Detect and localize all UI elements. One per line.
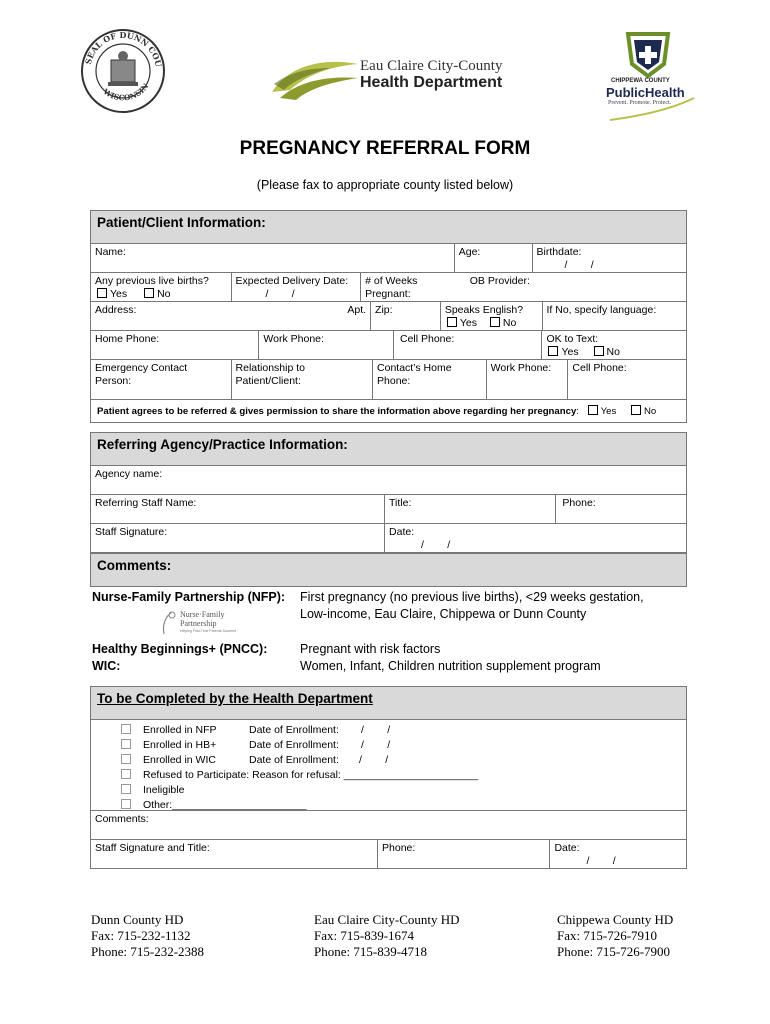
english-no-label: No [502,317,517,329]
refused-checkbox[interactable] [121,769,131,779]
footer-eau-claire-name: Eau Claire City-County HD [314,912,460,927]
patient-row-emergency [90,360,687,400]
emergency-label-1: Emergency Contact [95,362,188,374]
language-label: If No, specify language: [546,304,657,316]
nfp-text-1: First pregnancy (no previous live births), <29 weeks gestation, [300,590,644,604]
agency-row-signature [90,524,687,553]
ok-to-text-field [541,331,686,359]
enrolled-nfp-label: Enrolled in NFP [143,724,217,736]
work-phone-label: Work Phone: [263,333,324,345]
cell-phone-label: Cell Phone: [399,333,455,345]
nfp-logo-text-2: Partnership [180,619,217,628]
other-checkbox[interactable] [121,799,131,809]
staff-title-label: Title: [389,497,412,509]
svg-text:WISCONSIN: WISCONSIN [101,81,151,103]
speaks-english-label: Speaks English? [444,304,524,316]
enrolled-hb-row [121,738,478,753]
dunn-county-seal [80,28,166,114]
speaks-english-field [440,302,542,330]
enrolled-hb-checkbox[interactable] [121,739,131,749]
pregnant-label: Pregnant: [365,288,411,300]
text-no-checkbox[interactable] [594,346,604,356]
enrolled-wic-row [121,753,478,768]
hd-phone-label: Phone: [382,842,416,854]
enrolled-wic-label: Enrolled in WIC [143,754,216,766]
enrolled-hb-date-label: Date of Enrollment: [249,739,339,751]
agency-name-field[interactable] [91,466,686,494]
name-label: Name: [95,246,126,258]
chippewa-small-text: CHIPPEWA COUNTY [611,78,670,84]
contact-work-phone-field[interactable] [486,360,568,399]
home-phone-label: Home Phone: [95,333,160,345]
footer-chippewa-phone: Phone: 715-726-7900 [557,944,671,959]
health-dept-heading [90,686,687,720]
emergency-label-2: Person: [95,375,132,387]
eau-claire-name-line2: Health Department [360,74,503,91]
agency-date-label: Date: [389,526,415,538]
births-yes-checkbox[interactable] [97,288,107,298]
ob-provider-label: OB Provider: [469,275,530,287]
health-dept-heading-text: To be Completed by the Health Department [97,691,373,706]
agency-date-slashes: / / [421,539,451,551]
agency-row-name [90,466,687,495]
agency-heading-text: Referring Agency/Practice Information: [97,437,348,452]
patient-row-address [90,302,687,331]
staff-signature-field[interactable] [91,524,384,552]
delivery-date-field[interactable] [231,273,361,301]
chippewa-tagline: Prevent. Promote. Protect. [608,100,672,106]
form-subtitle: (Please fax to appropriate county listed below) [256,178,514,192]
patient-heading-text: Patient/Client Information: [97,215,266,230]
chippewa-big-text: PublicHealth [606,85,685,100]
nfp-text-2: Low-income, Eau Claire, Chippewa or Dunn County [300,607,587,621]
hb-label: Healthy Beginnings+ (PNCC): [92,642,268,656]
footer-chippewa-fax: Fax: 715-726-7910 [557,928,658,943]
hd-comments-label: Comments: [95,813,149,825]
patient-row-name [90,244,687,273]
enrolled-hb-label: Enrolled in HB+ [143,739,217,751]
agency-row-staff [90,495,687,524]
apt-label: Apt. [347,304,367,316]
births-yes-label: Yes [110,288,128,300]
staff-name-label: Referring Staff Name: [95,497,197,509]
zip-field[interactable] [370,302,440,330]
patient-section-heading [90,210,687,244]
health-dept-checklist [90,720,687,810]
nfp-logo-text-1: Nurse·Family [180,610,225,619]
contact-cell-phone-field[interactable] [567,360,686,399]
nfp-label: Nurse-Family Partnership (NFP): [92,590,286,604]
staff-title-field[interactable] [384,495,555,523]
footer-dunn [91,912,204,960]
age-field[interactable] [454,244,532,272]
consent-no-label: No [643,406,657,417]
consent-yes-checkbox[interactable] [588,405,598,415]
footer-eau-claire-fax: Fax: 715-839-1674 [314,928,415,943]
agency-section-heading [90,432,687,466]
footer-chippewa [557,912,673,960]
comments-heading-text: Comments: [97,558,172,573]
nfp-logo-tagline: Helping First-Time Parents Succeed [180,629,237,633]
home-phone-field[interactable] [91,331,258,359]
footer-dunn-fax: Fax: 715-232-1132 [91,928,191,943]
hd-phone-field[interactable] [377,840,549,868]
footer-chippewa-name: Chippewa County HD [557,912,674,927]
births-no-checkbox[interactable] [144,288,154,298]
previous-births-label: Any previous live births? [95,275,209,287]
consent-no-checkbox[interactable] [631,405,641,415]
text-yes-checkbox[interactable] [548,346,558,356]
hd-date-label: Date: [554,842,580,854]
agency-date-field[interactable] [384,524,686,552]
birthdate-slashes: / / [564,259,594,271]
address-field[interactable] [91,302,330,330]
eau-claire-name-line1: Eau Claire City-County [360,58,503,74]
english-no-checkbox[interactable] [490,317,500,327]
ok-to-text-label: OK to Text: [546,333,599,345]
comments-heading [90,553,687,587]
footer-dunn-name: Dunn County HD [91,912,184,927]
zip-label: Zip: [375,304,393,316]
contact-cell-label: Cell Phone: [572,362,627,374]
ob-provider-field[interactable] [463,273,686,301]
staff-name-field[interactable] [91,495,384,523]
enrolled-hb-slashes: / / [361,739,391,751]
weeks-label: # of Weeks [365,275,418,287]
ineligible-label: Ineligible [143,784,185,796]
consent-text: Patient agrees to be referred & gives permission to share the information above regarding her pregnancy [97,406,577,417]
enrolled-nfp-row [121,723,478,738]
previous-births-field [91,273,231,301]
wic-label: WIC: [92,659,121,673]
staff-signature-label: Staff Signature: [95,526,168,538]
footer-dunn-phone: Phone: 715-232-2388 [91,944,205,959]
consent-row: Patient agrees to be referred & gives permission to share the information above regarding her pregnancy: Yes No [90,400,687,423]
hd-date-slashes: / / [586,855,616,867]
enrolled-wic-slashes: / / [359,754,389,766]
contact-home-label-2: Phone: [377,375,411,387]
birthdate-label: Birthdate: [536,246,582,258]
age-label: Age: [458,246,481,258]
footer-eau-claire-phone: Phone: 715-839-4718 [314,944,428,959]
staff-phone-field[interactable] [555,495,686,523]
enrolled-nfp-slashes: / / [361,724,391,736]
enrolled-nfp-checkbox[interactable] [121,724,131,734]
ineligible-row [121,783,478,798]
contact-work-label: Work Phone: [490,362,552,374]
cell-phone-field[interactable] [393,331,542,359]
delivery-date-label: Expected Delivery Date: [235,275,349,287]
hd-signature-field[interactable] [91,840,377,868]
text-no-label: No [606,346,620,358]
hd-comments-field[interactable] [91,811,686,828]
patient-row-phones [90,331,687,360]
relationship-field[interactable] [231,360,373,399]
emergency-contact-field[interactable] [91,360,231,399]
hd-signature-row [90,839,687,869]
consent-yes-label: Yes [600,406,617,417]
hd-comments-row [90,810,687,839]
nfp-logo-mark-icon [158,610,180,636]
apt-field[interactable] [330,302,370,330]
footer-eau-claire [314,912,460,960]
enrolled-nfp-date-label: Date of Enrollment: [249,724,339,736]
patient-row-births [90,273,687,302]
text-yes-label: Yes [561,346,579,358]
relationship-label-2: Patient/Client: [235,375,301,387]
language-field[interactable] [542,302,687,330]
contact-home-phone-field[interactable] [372,360,486,399]
ineligible-checkbox[interactable] [121,784,131,794]
english-yes-checkbox[interactable] [447,317,457,327]
hd-signature-label: Staff Signature and Title: [95,842,210,854]
enrolled-wic-date-label: Date of Enrollment: [249,754,339,766]
births-no-label: No [157,288,171,300]
delivery-date-slashes: / / [265,288,295,300]
enrolled-wic-checkbox[interactable] [121,754,131,764]
english-yes-label: Yes [459,317,477,329]
other-label: Other:_______________________ [143,799,307,811]
chippewa-county-logo [600,30,696,122]
svg-text:SEAL OF DUNN COUNTY: SEAL OF DUNN COU [82,29,164,68]
relationship-label-1: Relationship to [235,362,305,374]
address-label: Address: [95,304,137,316]
refused-row [121,768,478,783]
hd-date-field[interactable] [549,840,686,868]
birthdate-field[interactable] [532,244,686,272]
work-phone-field[interactable] [258,331,393,359]
form-title: PREGNANCY REFERRAL FORM [239,138,531,159]
nfp-logo [158,608,248,638]
staff-phone-label: Phone: [562,497,596,509]
name-field[interactable] [91,244,454,272]
wic-text: Women, Infant, Children nutrition supplement program [300,659,601,673]
agency-name-label: Agency name: [95,468,163,480]
weeks-pregnant-field[interactable] [360,273,463,301]
hb-text: Pregnant with risk factors [300,642,441,656]
contact-home-label-1: Contact’s Home [377,362,452,374]
refused-label: Refused to Participate: Reason for refusal: _______________________ [143,769,479,781]
